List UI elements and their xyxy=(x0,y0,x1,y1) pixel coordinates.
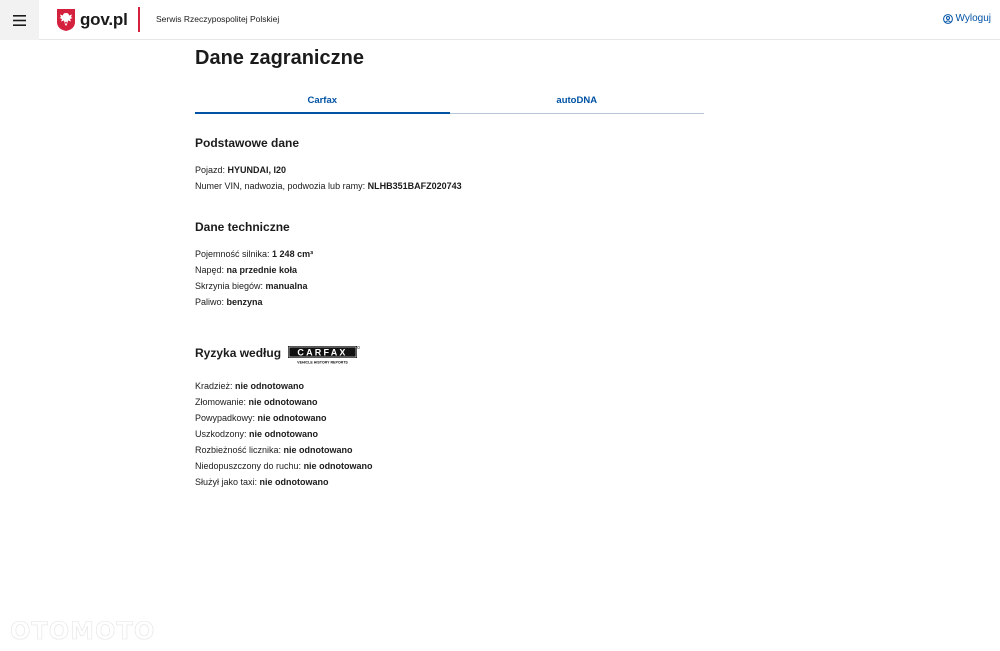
risk-row-odometer xyxy=(195,445,353,455)
eagle-emblem-icon xyxy=(56,8,76,32)
vin-value: NLHB351BAFZ020743 xyxy=(367,181,462,191)
risks-title: Ryzyka według xyxy=(195,346,282,360)
risk-value: nie odnotowano xyxy=(248,397,318,407)
vin-label: Numer VIN, nadwozia, podwozia lub ramy: xyxy=(195,181,368,191)
risk-value: nie odnotowano xyxy=(235,381,305,391)
gov-logo[interactable] xyxy=(56,7,128,32)
engine-capacity-row xyxy=(195,249,313,259)
source-tabs xyxy=(195,88,704,114)
risk-label: Rozbieżność licznika: xyxy=(195,445,284,455)
fuel-value: benzyna xyxy=(226,297,263,307)
vehicle-label: Pojazd: xyxy=(195,165,228,175)
risk-value: nie odnotowano xyxy=(303,461,373,471)
engine-capacity-value: 1 248 cm³ xyxy=(272,249,314,259)
logo-text: gov.pl xyxy=(80,9,128,29)
risk-row-damaged xyxy=(195,429,318,439)
risk-row-scrapped xyxy=(195,397,318,407)
user-icon xyxy=(943,14,953,24)
risk-value: nie odnotowano xyxy=(283,445,353,455)
risk-row-not-roadworthy xyxy=(195,461,373,471)
drive-row xyxy=(195,265,297,275)
gearbox-value: manualna xyxy=(265,281,308,291)
tab-autodna[interactable]: autoDNA xyxy=(556,95,598,106)
vehicle-row xyxy=(195,165,286,175)
hamburger-icon xyxy=(13,15,26,26)
risk-value: nie odnotowano xyxy=(259,477,329,487)
risk-label: Służył jako taxi: xyxy=(195,477,260,487)
engine-capacity-label: Pojemność silnika: xyxy=(195,249,273,259)
page-title: Dane zagraniczne xyxy=(195,47,364,69)
risk-row-accident xyxy=(195,413,327,423)
vehicle-value: HYUNDAI, I20 xyxy=(227,165,287,175)
risk-label: Powypadkowy: xyxy=(195,413,258,423)
fuel-label: Paliwo: xyxy=(195,297,227,307)
service-name: Serwis Rzeczypospolitej Polskiej xyxy=(156,14,280,24)
tab-carfax[interactable]: Carfax xyxy=(195,88,450,113)
carfax-logo-text: CARFAX xyxy=(297,347,348,358)
drive-label: Napęd: xyxy=(195,265,227,275)
watermark: OTOMOTO xyxy=(10,617,156,645)
carfax-logo-subtext: VEHICLE HISTORY REPORTS xyxy=(297,360,348,365)
header-divider xyxy=(138,7,140,32)
risk-label: Niedopuszczony do ruchu: xyxy=(195,461,304,471)
logout-link[interactable] xyxy=(943,13,991,24)
menu-button[interactable] xyxy=(0,0,39,40)
risk-value: nie odnotowano xyxy=(257,413,327,423)
carfax-logo xyxy=(288,346,360,365)
technical-data-title: Dane techniczne xyxy=(195,220,290,234)
risk-row-theft xyxy=(195,381,304,391)
gearbox-label: Skrzynia biegów: xyxy=(195,281,266,291)
risk-label: Uszkodzony: xyxy=(195,429,250,439)
risk-label: Złomowanie: xyxy=(195,397,249,407)
risk-row-taxi xyxy=(195,477,329,487)
gearbox-row xyxy=(195,281,308,291)
vin-row xyxy=(195,181,462,191)
logout-label: Wyloguj xyxy=(955,13,991,24)
risk-value: nie odnotowano xyxy=(249,429,319,439)
risk-label: Kradzież: xyxy=(195,381,236,391)
fuel-row xyxy=(195,297,263,307)
top-bar xyxy=(0,0,1000,40)
basic-data-title: Podstawowe dane xyxy=(195,136,300,150)
drive-value: na przednie koła xyxy=(226,265,298,275)
